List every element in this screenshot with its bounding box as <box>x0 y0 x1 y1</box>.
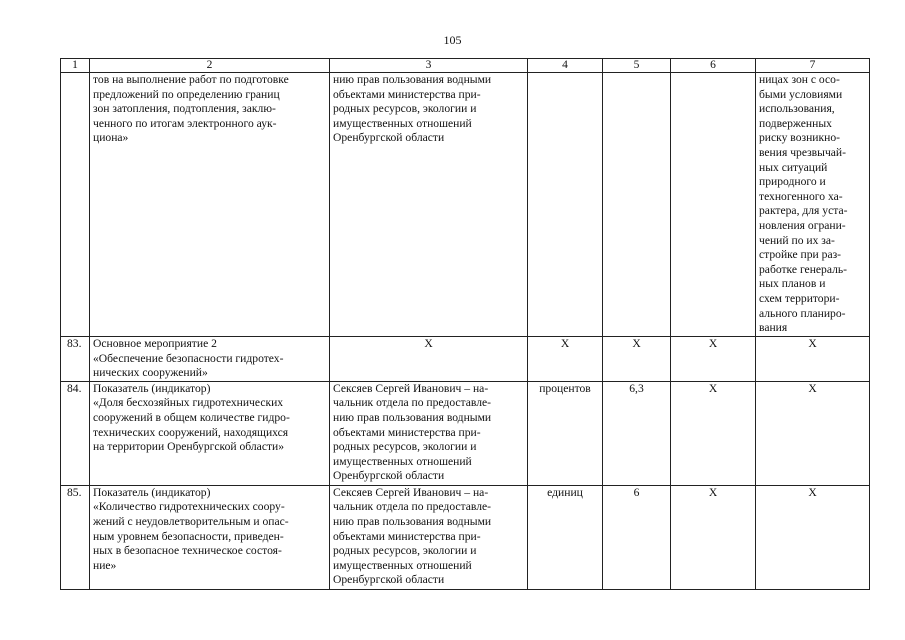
row-value: X <box>603 337 671 382</box>
row-col7: X <box>756 485 870 589</box>
table-row <box>61 485 870 589</box>
row-col6: X <box>671 381 756 485</box>
row-unit: X <box>528 337 603 382</box>
header-cell: 5 <box>603 59 671 73</box>
header-cell: 2 <box>90 59 330 73</box>
row-description: Основное мероприятие 2 «Обеспечение безопасности гидротех- нических сооружений» <box>90 337 330 382</box>
row-col6: X <box>671 485 756 589</box>
row-unit: процентов <box>528 381 603 485</box>
row-value <box>603 73 671 337</box>
table-header-row <box>61 59 870 73</box>
table-row <box>61 337 870 382</box>
page-number: 105 <box>443 33 462 47</box>
row-col6: X <box>671 337 756 382</box>
row-value: 6 <box>603 485 671 589</box>
row-col7: X <box>756 381 870 485</box>
row-number: 85. <box>61 485 90 589</box>
table-row <box>61 73 870 337</box>
row-description: Показатель (индикатор) «Доля бесхозяйных гидротехнических сооружений в общем количестве гидро- технических сооружений, находящихся на территории Оренбургской области» <box>90 381 330 485</box>
document-table <box>60 58 870 590</box>
row-col6 <box>671 73 756 337</box>
row-responsible: Сексяев Сергей Иванович – на- чальник отдела по предоставле- нию прав пользования водными объектами министерства при- родных ресурсов, экологии и имущественных отношений Оренбургской области <box>330 485 528 589</box>
row-responsible: нию прав пользования водными объектами министерства при- родных ресурсов, экологии и имущественных отношений Оренбургской области <box>330 73 528 337</box>
row-responsible: Сексяев Сергей Иванович – на- чальник отдела по предоставле- нию прав пользования водными объектами министерства при- родных ресурсов, экологии и имущественных отношений Оренбургской области <box>330 381 528 485</box>
header-cell: 7 <box>756 59 870 73</box>
header-cell: 3 <box>330 59 528 73</box>
row-unit: единиц <box>528 485 603 589</box>
row-description: Показатель (индикатор) «Количество гидротехнических соору- жений с неудовлетворительным и опас- ным уровнем безопасности, приведен- ных в безопасное техническое состоя- ние» <box>90 485 330 589</box>
header-cell: 1 <box>61 59 90 73</box>
row-value: 6,3 <box>603 381 671 485</box>
row-unit <box>528 73 603 337</box>
row-responsible: X <box>330 337 528 382</box>
row-col7: ницах зон с осо- быми условиями использования, подверженных риску возникно- вения чрезвычай- ных ситуаций природного и техногенного ха- рактера, для уста- новления ограни- чений по их за- стройке при раз- работке генераль- ных планов и схем территори- ального планиро- вания <box>756 73 870 337</box>
table-row <box>61 381 870 485</box>
row-number <box>61 73 90 337</box>
row-number: 83. <box>61 337 90 382</box>
row-description: тов на выполнение работ по подготовке предложений по определению границ зон затопления, подтопления, заклю- ченного по итогам электронного аук- циона» <box>90 73 330 337</box>
header-cell: 6 <box>671 59 756 73</box>
row-col7: X <box>756 337 870 382</box>
row-number: 84. <box>61 381 90 485</box>
header-cell: 4 <box>528 59 603 73</box>
